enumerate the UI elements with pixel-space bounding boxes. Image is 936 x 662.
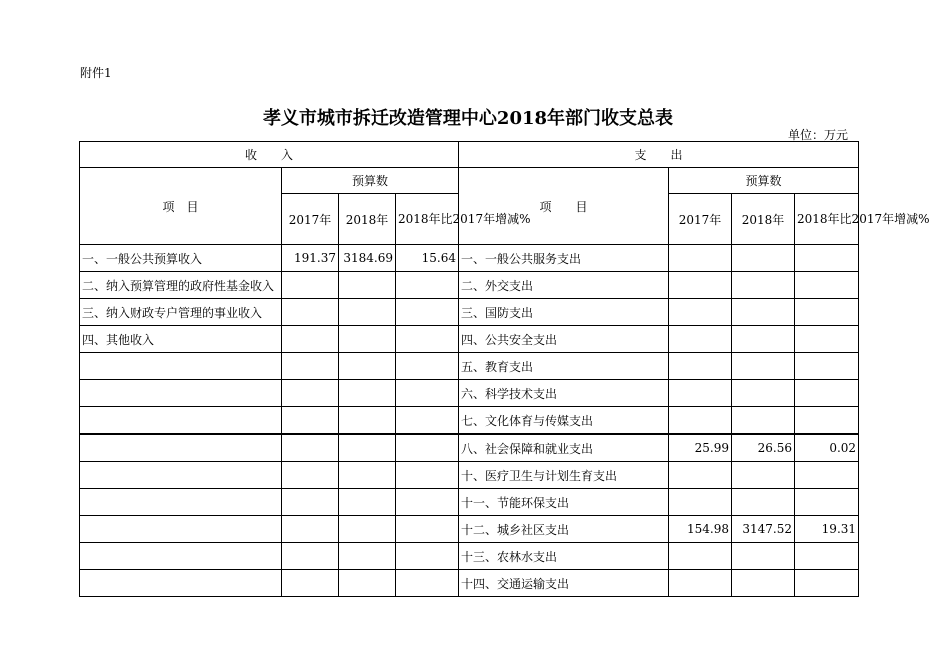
income-change-cell xyxy=(396,380,459,407)
expense-item-cell: 四、公共安全支出 xyxy=(459,326,669,353)
expense-2018-cell xyxy=(732,380,795,407)
expense-item-cell: 十一、节能环保支出 xyxy=(459,489,669,516)
table-row xyxy=(80,434,859,462)
table-row xyxy=(80,326,859,353)
income-item-cell xyxy=(80,516,282,543)
income-change-cell xyxy=(396,434,459,462)
expense-2017-header: 2017年 xyxy=(669,194,732,245)
budget-table xyxy=(79,141,930,597)
income-2018-cell xyxy=(339,353,396,380)
expense-item-cell: 七、文化体育与传媒支出 xyxy=(459,407,669,435)
expense-2018-header: 2018年 xyxy=(732,194,795,245)
expense-change-cell xyxy=(795,407,859,435)
expense-item-cell: 十三、农林水支出 xyxy=(459,543,669,570)
expense-budget-header: 预算数 xyxy=(669,168,859,194)
expense-item-cell: 八、社会保障和就业支出 xyxy=(459,434,669,462)
income-2018-cell xyxy=(339,434,396,462)
income-change-cell xyxy=(396,570,459,597)
income-2018-cell xyxy=(339,326,396,353)
expense-item-cell: 十、医疗卫生与计划生育支出 xyxy=(459,462,669,489)
expense-2017-cell: 154.98 xyxy=(669,516,732,543)
expense-item-cell: 一、一般公共服务支出 xyxy=(459,245,669,272)
attachment-label: 附件1 xyxy=(80,66,112,80)
table-row xyxy=(80,543,859,570)
income-2018-cell xyxy=(339,489,396,516)
income-2017-cell xyxy=(282,326,339,353)
expense-2018-cell xyxy=(732,299,795,326)
expense-item-header: 项 目 xyxy=(459,168,669,245)
expense-change-cell xyxy=(795,489,859,516)
expense-item-cell: 五、教育支出 xyxy=(459,353,669,380)
income-item-cell: 二、纳入预算管理的政府性基金收入 xyxy=(80,272,282,299)
income-2017-cell: 191.37 xyxy=(282,245,339,272)
expense-change-cell xyxy=(795,570,859,597)
income-item-cell xyxy=(80,543,282,570)
expense-2018-cell xyxy=(732,489,795,516)
expense-item-cell: 三、国防支出 xyxy=(459,299,669,326)
expense-change-cell xyxy=(795,543,859,570)
income-2018-cell xyxy=(339,462,396,489)
expense-2017-cell: 25.99 xyxy=(669,434,732,462)
expense-item-cell: 六、科学技术支出 xyxy=(459,380,669,407)
income-change-cell xyxy=(396,543,459,570)
expense-change-cell xyxy=(795,353,859,380)
expense-2018-cell xyxy=(732,326,795,353)
expense-2018-cell xyxy=(732,407,795,435)
expense-change-header: 2018年比2017年增减% xyxy=(795,194,859,245)
income-item-cell: 四、其他收入 xyxy=(80,326,282,353)
unit-label: 单位：万元 xyxy=(788,128,849,142)
expense-2017-cell xyxy=(669,245,732,272)
expense-2017-cell xyxy=(669,462,732,489)
income-item-header: 项 目 xyxy=(80,168,282,245)
expense-2017-cell xyxy=(669,326,732,353)
income-2018-cell xyxy=(339,407,396,435)
income-item-cell xyxy=(80,489,282,516)
income-2018-cell xyxy=(339,543,396,570)
income-2017-cell xyxy=(282,380,339,407)
page-title: 孝义市城市拆迁改造管理中心2018年部门收支总表 xyxy=(262,108,674,129)
income-2017-cell xyxy=(282,407,339,435)
income-2018-cell xyxy=(339,516,396,543)
income-item-cell: 三、纳入财政专户管理的事业收入 xyxy=(80,299,282,326)
expense-2018-cell xyxy=(732,245,795,272)
table-row xyxy=(80,272,859,299)
expense-change-cell xyxy=(795,462,859,489)
income-2017-cell xyxy=(282,543,339,570)
income-change-cell xyxy=(396,489,459,516)
income-change-cell xyxy=(396,407,459,435)
income-change-cell xyxy=(396,516,459,543)
income-2018-cell: 3184.69 xyxy=(339,245,396,272)
income-2017-cell xyxy=(282,299,339,326)
expense-2018-cell xyxy=(732,570,795,597)
table-row xyxy=(80,353,859,380)
income-item-cell xyxy=(80,570,282,597)
expense-header: 支 出 xyxy=(459,142,859,168)
table-row xyxy=(80,299,859,326)
expense-2017-cell xyxy=(669,407,732,435)
income-budget-header: 预算数 xyxy=(282,168,459,194)
income-item-cell xyxy=(80,462,282,489)
expense-2018-cell: 3147.52 xyxy=(732,516,795,543)
income-change-cell xyxy=(396,462,459,489)
expense-2018-cell xyxy=(732,543,795,570)
expense-2018-cell xyxy=(732,353,795,380)
income-2018-cell xyxy=(339,570,396,597)
income-2017-cell xyxy=(282,489,339,516)
income-change-cell xyxy=(396,272,459,299)
income-item-cell xyxy=(80,380,282,407)
expense-change-cell xyxy=(795,326,859,353)
expense-change-cell xyxy=(795,272,859,299)
income-2017-cell xyxy=(282,353,339,380)
income-2018-cell xyxy=(339,272,396,299)
income-change-cell xyxy=(396,326,459,353)
income-2017-cell xyxy=(282,516,339,543)
income-header: 收 入 xyxy=(80,142,459,168)
income-2018-cell xyxy=(339,380,396,407)
income-2017-cell xyxy=(282,570,339,597)
income-2017-cell xyxy=(282,434,339,462)
expense-2018-cell: 26.56 xyxy=(732,434,795,462)
expense-2018-cell xyxy=(732,462,795,489)
income-item-cell xyxy=(80,434,282,462)
income-change-cell: 15.64 xyxy=(396,245,459,272)
expense-2017-cell xyxy=(669,543,732,570)
income-item-cell: 一、一般公共预算收入 xyxy=(80,245,282,272)
table-row xyxy=(80,462,859,489)
income-2017-header: 2017年 xyxy=(282,194,339,245)
expense-change-cell: 0.02 xyxy=(795,434,859,462)
income-change-cell xyxy=(396,353,459,380)
income-change-header: 2018年比2017年增减% xyxy=(396,194,459,245)
table-row xyxy=(80,245,859,272)
expense-item-cell: 十二、城乡社区支出 xyxy=(459,516,669,543)
income-change-cell xyxy=(396,299,459,326)
expense-2017-cell xyxy=(669,353,732,380)
income-item-cell xyxy=(80,407,282,435)
expense-2017-cell xyxy=(669,489,732,516)
table-row xyxy=(80,380,859,407)
expense-change-cell xyxy=(795,245,859,272)
income-2018-header: 2018年 xyxy=(339,194,396,245)
income-2017-cell xyxy=(282,272,339,299)
table-row xyxy=(80,489,859,516)
expense-change-cell: 19.31 xyxy=(795,516,859,543)
expense-2017-cell xyxy=(669,570,732,597)
expense-item-cell: 二、外交支出 xyxy=(459,272,669,299)
expense-2017-cell xyxy=(669,380,732,407)
table-row xyxy=(80,570,859,597)
income-2018-cell xyxy=(339,299,396,326)
table-row xyxy=(80,407,859,435)
expense-2017-cell xyxy=(669,272,732,299)
expense-2017-cell xyxy=(669,299,732,326)
expense-change-cell xyxy=(795,380,859,407)
table-row xyxy=(80,516,859,543)
expense-2018-cell xyxy=(732,272,795,299)
income-item-cell xyxy=(80,353,282,380)
expense-change-cell xyxy=(795,299,859,326)
expense-item-cell: 十四、交通运输支出 xyxy=(459,570,669,597)
income-2017-cell xyxy=(282,462,339,489)
